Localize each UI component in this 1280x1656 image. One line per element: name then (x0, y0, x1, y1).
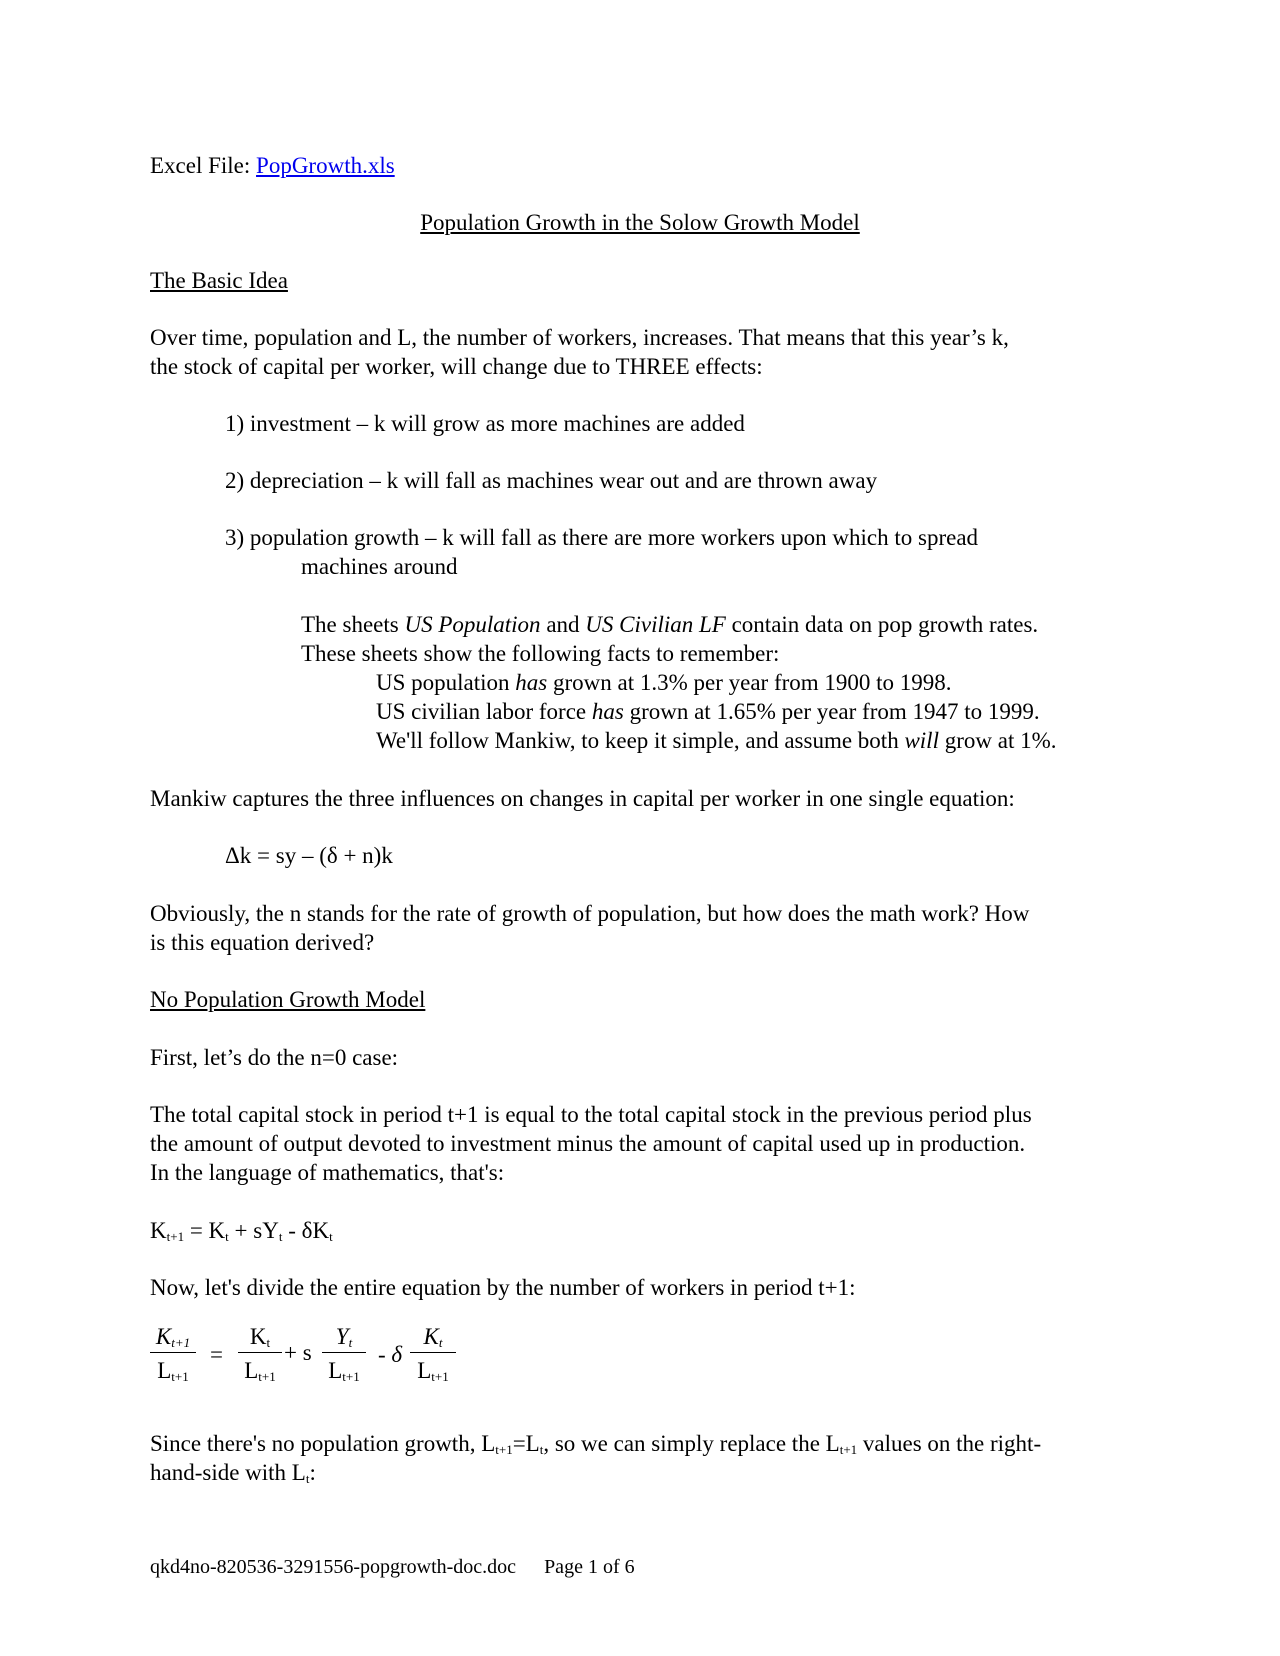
eq-subscript: t (278, 1229, 283, 1244)
fact-emphasis: has (591, 699, 624, 724)
since-subscript: t+1 (495, 1442, 513, 1457)
obvious-line-2: is this equation derived? (150, 930, 375, 955)
eq-symbol: = K (184, 1218, 226, 1243)
intro-line-1: Over time, population and L, the number of workers, increases. That means that this year’s k, (150, 325, 1009, 350)
since-text: hand-side with L (150, 1460, 306, 1485)
sheet-name-us-civilian-lf: US Civilian LF (585, 612, 726, 637)
sheets-line-1 (301, 610, 1038, 639)
eq-subscript: t (329, 1229, 333, 1244)
excel-file-label: Excel File: (150, 153, 251, 178)
effect-item-population-growth-cont: machines around (301, 554, 458, 579)
minus-delta-operator (378, 1340, 402, 1369)
divide-line: Now, let's divide the entire equation by the number of workers in period t+1: (150, 1275, 856, 1300)
eq-subscript: t+1 (166, 1229, 185, 1244)
fact-us-labor-force (376, 697, 1040, 726)
frac-denominator: L (244, 1358, 259, 1383)
eq-symbol: + sY (228, 1218, 279, 1243)
section-heading-basic-idea: The Basic Idea (150, 268, 288, 293)
frac-denominator: L (157, 1358, 172, 1383)
since-line-2 (150, 1458, 316, 1487)
fact-emphasis: will (904, 728, 939, 753)
plus-s-operator: + s (284, 1340, 312, 1365)
excel-file-line (150, 151, 395, 180)
frac-subscript: t (348, 1335, 353, 1350)
effect-item-population-growth: 3) population growth – k will fall as there are more workers upon which to spread (225, 525, 979, 550)
fraction-k-current (238, 1322, 282, 1385)
fact-text: We'll follow Mankiw, to keep it simple, and assume both (376, 728, 905, 753)
frac-subscript: t+1 (258, 1369, 276, 1384)
sheets-text: contain data on pop growth rates. (725, 612, 1039, 637)
eq-symbol: K (150, 1218, 167, 1243)
total-capital-line-1: The total capital stock in period t+1 is equal to the total capital stock in the previous period plus (150, 1102, 1032, 1127)
frac-subscript: t (266, 1335, 271, 1350)
fact-text: US population (376, 670, 516, 695)
frac-subscript: t (438, 1335, 443, 1350)
fact-text: grow at 1%. (938, 728, 1057, 753)
first-case-line: First, let’s do the n=0 case: (150, 1045, 399, 1070)
fact-text: grown at 1.3% per year from 1900 to 1998. (547, 670, 952, 695)
fact-text: grown at 1.65% per year from 1947 to 1999. (623, 699, 1040, 724)
equals-sign: = (210, 1342, 223, 1367)
fraction-k-depreciation (410, 1322, 456, 1385)
page-title: Population Growth in the Solow Growth Model (420, 210, 860, 235)
frac-subscript: t+1 (342, 1369, 360, 1384)
effect-item-depreciation: 2) depreciation – k will fall as machines wear out and are thrown away (225, 468, 878, 493)
section-heading-no-population-growth: No Population Growth Model (150, 987, 426, 1012)
since-text: Since there's no population growth, L (150, 1431, 496, 1456)
sheet-name-us-population: US Population (404, 612, 541, 637)
sheets-line-2: These sheets show the following facts to remember: (301, 641, 780, 666)
fact-emphasis: has (515, 670, 548, 695)
intro-line-2: the stock of capital per worker, will change due to THREE effects: (150, 354, 763, 379)
total-capital-line-3: In the language of mathematics, that's: (150, 1160, 505, 1185)
eq-symbol: - δK (282, 1218, 330, 1243)
frac-numerator: K (423, 1324, 439, 1349)
equation-delta-k: Δk = sy – (δ + n)k (225, 843, 393, 868)
sheets-text: The sheets (301, 612, 405, 637)
frac-denominator: L (328, 1358, 343, 1383)
frac-numerator: Y (335, 1324, 349, 1349)
fraction-y-current (322, 1322, 366, 1385)
since-subscript: t+1 (839, 1442, 858, 1457)
page-footer (150, 1553, 635, 1582)
fact-text: US civilian labor force (376, 699, 592, 724)
footer-filename: qkd4no-820536-3291556-popgrowth-doc.doc (150, 1556, 517, 1578)
fraction-k-next (150, 1322, 196, 1385)
since-text: : (309, 1460, 316, 1485)
sheets-text: and (540, 612, 586, 637)
fact-assumption (376, 726, 1057, 755)
eq-subscript: t (225, 1229, 229, 1244)
total-capital-line-2: the amount of output devoted to investment minus the amount of capital used up in production. (150, 1131, 1026, 1156)
effect-item-investment: 1) investment – k will grow as more machines are added (225, 411, 745, 436)
frac-subscript: t+1 (431, 1369, 449, 1384)
since-text: =L (512, 1431, 540, 1456)
fact-us-population (376, 668, 952, 697)
minus-delta-text: - δ (378, 1342, 403, 1367)
since-text: values on the right- (857, 1431, 1042, 1456)
equation-capital-accumulation (150, 1216, 333, 1245)
since-subscript: t (305, 1471, 310, 1486)
frac-numerator: K (155, 1324, 172, 1349)
excel-file-link[interactable]: PopGrowth.xls (256, 153, 395, 178)
since-text: , so we can simply replace the L (543, 1431, 840, 1456)
mankiw-line: Mankiw captures the three influences on changes in capital per worker in one single equation: (150, 786, 1015, 811)
frac-denominator: L (417, 1358, 432, 1383)
since-subscript: t (539, 1442, 544, 1457)
frac-numerator: K (249, 1324, 267, 1349)
obvious-line-1: Obviously, the n stands for the rate of growth of population, but how does the math work? How (150, 901, 1030, 926)
footer-page-number: Page 1 of 6 (544, 1556, 635, 1578)
frac-subscript: t+1 (171, 1369, 189, 1384)
frac-subscript: t+1 (171, 1335, 191, 1350)
since-line-1 (150, 1429, 1041, 1458)
